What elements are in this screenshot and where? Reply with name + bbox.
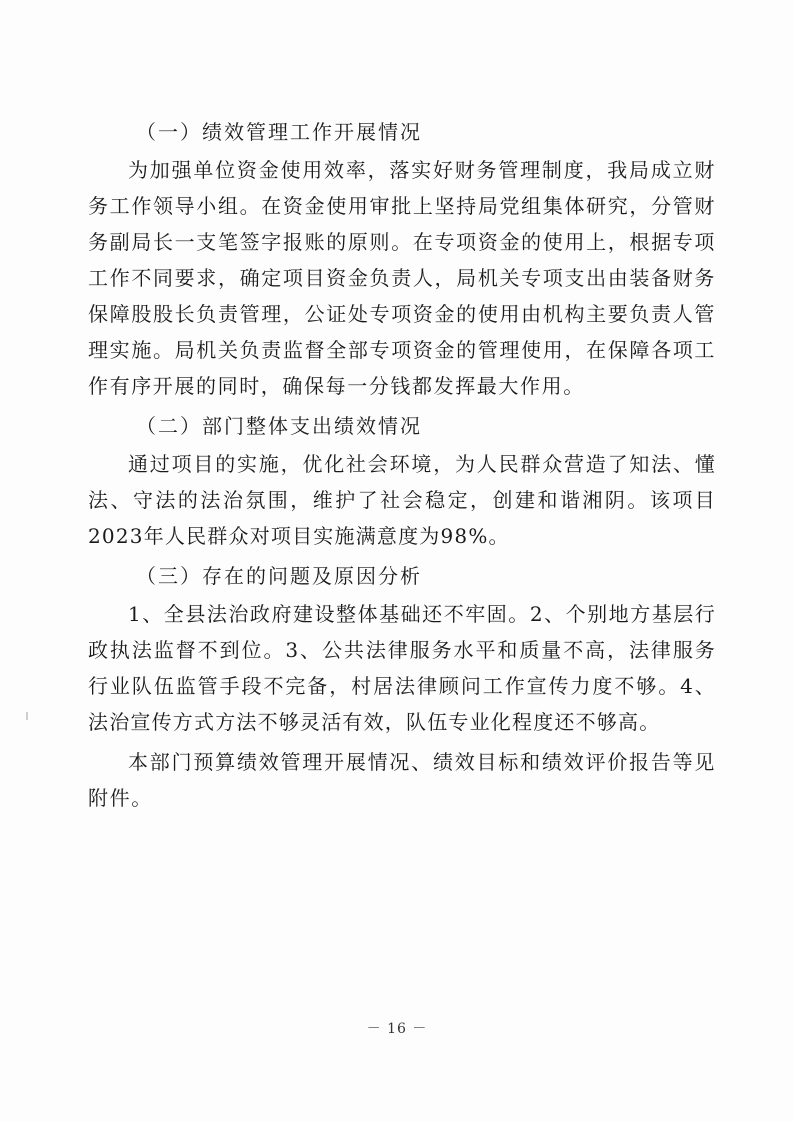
section-paragraph-problems-analysis: 1、全县法治政府建设整体基础还不牢固。2、个别地方基层行政执法监督不到位。3、公共法律服务水平和质量不高，法律服务行业队伍监管手段不完备，村居法律顾问工作宣传力度不够。4、法治宣传方式方法不够灵活有效，队伍专业化程度还不够高。: [88, 602, 716, 734]
section-heading-overall-expenditure: （二）部门整体支出绩效情况: [136, 414, 422, 438]
section-heading-problems-analysis: （三）存在的问题及原因分析: [136, 564, 422, 588]
section-heading-performance-management: （一）绩效管理工作开展情况: [136, 120, 422, 144]
section-paragraph-performance-management: 为加强单位资金使用效率，落实好财务管理制度，我局成立财务工作领导小组。在资金使用审批上坚持局党组集体研究，分管财务副局长一支笔签字报账的原则。在专项资金的使用上，根据专项工作不同要求，确定项目资金负责人，局机关专项支出由装备财务保障股股长负责管理，公证处专项资金的使用由机构主要负责人管理实施。局机关负责监督全部专项资金的管理使用，在保障各项工作有序开展的同时，确保每一分钱都发挥最大作用。: [88, 158, 716, 398]
document-body: [88, 114, 716, 820]
page-number: － 16 －: [366, 1021, 428, 1037]
scan-margin-mark: [26, 712, 28, 720]
closing-paragraph: 本部门预算绩效管理开展情况、绩效目标和绩效评价报告等见附件。: [88, 750, 716, 810]
section-paragraph-overall-expenditure: 通过项目的实施，优化社会环境，为人民群众营造了知法、懂法、守法的法治氛围，维护了社会稳定，创建和谐湘阴。该项目2023年人民群众对项目实施满意度为98%。: [88, 452, 716, 548]
